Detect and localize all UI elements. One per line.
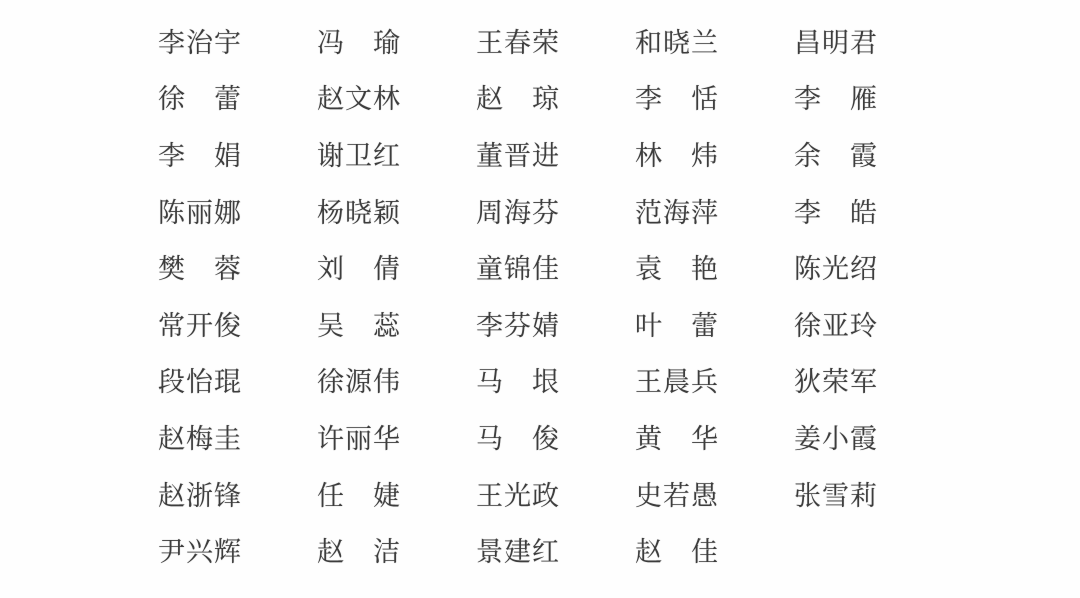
person-name: 任 婕 — [317, 480, 401, 511]
person-name: 冯 瑜 — [317, 27, 401, 58]
person-name: 狄荣军 — [794, 367, 878, 398]
person-name: 陈光绍 — [794, 254, 878, 285]
person-name: 林 炜 — [635, 140, 719, 171]
person-name: 李 恬 — [635, 84, 719, 115]
person-name: 段怡琨 — [158, 367, 242, 398]
person-name: 马 垠 — [476, 367, 560, 398]
person-name: 周海芬 — [476, 197, 560, 228]
person-name: 昌明君 — [794, 27, 878, 58]
person-name: 李 娟 — [158, 140, 242, 171]
person-name: 和晓兰 — [635, 27, 719, 58]
person-name: 张雪莉 — [794, 480, 878, 511]
person-name: 董晋进 — [476, 140, 560, 171]
person-name: 史若愚 — [635, 480, 719, 511]
person-name — [794, 521, 953, 578]
person-name: 常开俊 — [158, 310, 242, 341]
person-name: 赵梅圭 — [158, 423, 242, 454]
person-name: 叶 蕾 — [635, 310, 719, 341]
person-name: 李治宇 — [158, 27, 242, 58]
person-name: 杨晓颖 — [317, 197, 401, 228]
person-name: 李 皓 — [794, 197, 878, 228]
person-name: 谢卫红 — [317, 140, 401, 171]
person-name: 徐 蕾 — [158, 84, 242, 115]
person-name: 陈丽娜 — [158, 197, 242, 228]
person-name: 吴 蕊 — [317, 310, 401, 341]
person-name: 王光政 — [476, 480, 560, 511]
person-name: 王春荣 — [476, 27, 560, 58]
person-name: 樊 蓉 — [158, 254, 242, 285]
person-name: 李 雁 — [794, 84, 878, 115]
person-name: 赵 洁 — [317, 537, 401, 568]
person-name: 景建红 — [476, 537, 560, 568]
person-name: 徐亚玲 — [794, 310, 878, 341]
person-name: 黄 华 — [635, 423, 719, 454]
person-name: 李芬婧 — [476, 310, 560, 341]
person-name: 范海萍 — [635, 197, 719, 228]
person-name: 余 霞 — [794, 140, 878, 171]
person-name: 袁 艳 — [635, 254, 719, 285]
person-name: 赵 佳 — [635, 537, 719, 568]
person-name: 赵文林 — [317, 84, 401, 115]
person-name: 徐源伟 — [317, 367, 401, 398]
person-name: 许丽华 — [317, 423, 401, 454]
person-name: 尹兴辉 — [158, 537, 242, 568]
person-name: 赵 琼 — [476, 84, 560, 115]
person-name: 刘 倩 — [317, 254, 401, 285]
person-name: 童锦佳 — [476, 254, 560, 285]
person-name: 王晨兵 — [635, 367, 719, 398]
person-name: 马 俊 — [476, 423, 560, 454]
person-name: 赵浙锋 — [158, 480, 242, 511]
person-name: 姜小霞 — [794, 423, 878, 454]
names-grid — [158, 12, 953, 578]
